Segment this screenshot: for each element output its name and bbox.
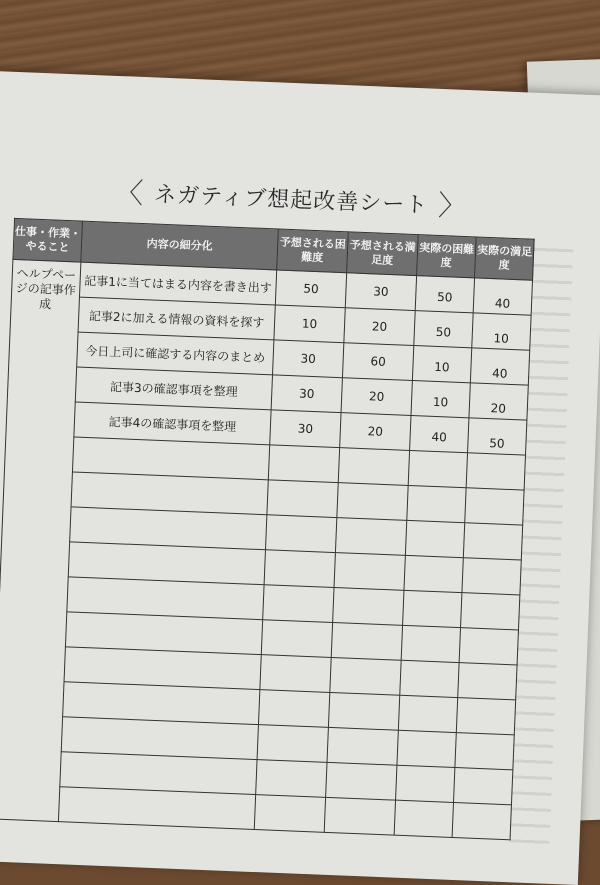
header-expected-satisfaction: 予想される満足度 [347, 232, 419, 276]
expected-difficulty-cell: 30 [270, 410, 341, 448]
empty-cell [461, 593, 520, 630]
detail-cell: 記事3の確認事項を整理 [75, 367, 272, 410]
actual-difficulty-cell [411, 381, 470, 418]
header-actual-difficulty: 実際の困難度 [417, 235, 477, 278]
empty-cell [337, 483, 408, 521]
actual-difficulty-value: 50 [435, 324, 452, 340]
task-cell: ヘルプページの記事作成 [0, 259, 81, 821]
empty-cell [333, 588, 404, 626]
empty-cell [338, 448, 409, 486]
empty-cell [456, 698, 515, 735]
empty-cell [407, 485, 466, 522]
header-detail: 内容の細分化 [81, 221, 278, 270]
empty-cell [258, 690, 329, 728]
empty-cell [465, 488, 524, 525]
sheet-title-text: ネガティブ想起改善シート [153, 182, 429, 218]
actual-satisfaction-value: 50 [489, 436, 505, 451]
detail-cell: 今日上司に確認する内容のまとめ [77, 332, 274, 375]
empty-cell [267, 480, 338, 518]
empty-cell [324, 797, 395, 835]
improvement-sheet-table [0, 218, 535, 840]
empty-cell [452, 802, 511, 839]
empty-cell [58, 787, 255, 830]
empty-cell [326, 762, 397, 800]
actual-difficulty-value: 50 [436, 289, 453, 305]
actual-satisfaction-cell [473, 278, 532, 315]
expected-difficulty-cell: 50 [275, 270, 346, 308]
detail-cell: 記事2に加える情報の資料を探す [78, 297, 275, 340]
expected-difficulty-cell: 30 [271, 375, 342, 413]
empty-cell [261, 620, 332, 658]
actual-satisfaction-cell [472, 313, 531, 350]
empty-cell [408, 450, 467, 487]
actual-satisfaction-cell [469, 383, 528, 420]
empty-cell [398, 695, 457, 732]
empty-cell [328, 692, 399, 730]
empty-cell [256, 760, 327, 798]
actual-satisfaction-value: 10 [493, 331, 510, 346]
expected-difficulty-cell: 10 [274, 305, 345, 343]
actual-difficulty-value: 10 [434, 359, 450, 375]
empty-cell [394, 800, 453, 837]
empty-cell [401, 625, 460, 662]
empty-cell [264, 550, 335, 588]
empty-cell [462, 558, 521, 595]
empty-cell [254, 795, 325, 833]
detail-cell: 記事4の確認事項を整理 [74, 402, 271, 445]
empty-cell [463, 523, 522, 560]
expected-satisfaction-cell: 20 [340, 413, 411, 451]
expected-satisfaction-cell: 20 [341, 378, 412, 416]
empty-cell [455, 733, 514, 770]
header-task: 仕事・作業・やること [13, 218, 83, 262]
actual-difficulty-value: 10 [432, 394, 449, 410]
empty-cell [265, 515, 336, 553]
actual-difficulty-cell [412, 346, 471, 383]
actual-difficulty-cell [410, 415, 469, 452]
empty-cell [263, 585, 334, 623]
actual-satisfaction-value: 20 [490, 401, 507, 416]
title-bracket-left: 〈 [114, 175, 145, 211]
expected-satisfaction-cell: 30 [345, 273, 416, 311]
empty-cell [331, 622, 402, 660]
actual-satisfaction-value: 40 [494, 296, 511, 311]
empty-cell [453, 768, 512, 805]
header-expected-difficulty: 予想される困難度 [277, 229, 349, 273]
actual-difficulty-cell [415, 276, 474, 313]
empty-cell [330, 657, 401, 695]
empty-cell [327, 727, 398, 765]
empty-cell [268, 445, 339, 483]
empty-cell [466, 453, 525, 490]
header-actual-satisfaction: 実際の満足度 [475, 237, 535, 280]
empty-cell [403, 590, 462, 627]
actual-difficulty-value: 40 [431, 429, 448, 445]
actual-difficulty-cell [414, 311, 473, 348]
actual-satisfaction-cell [470, 348, 529, 385]
actual-satisfaction-value: 40 [491, 366, 508, 381]
empty-cell [335, 518, 406, 556]
empty-cell [405, 520, 464, 557]
title-bracket-right: 〉 [437, 188, 468, 224]
book-page [0, 70, 600, 885]
detail-cell: 記事1に当てはまる内容を書き出す [79, 262, 276, 305]
actual-satisfaction-cell [468, 418, 527, 455]
empty-cell [459, 628, 518, 665]
empty-cell [334, 553, 405, 591]
empty-cell [257, 725, 328, 763]
expected-satisfaction-cell: 60 [342, 343, 413, 381]
empty-cell [458, 663, 517, 700]
empty-cell [404, 555, 463, 592]
empty-cell [397, 730, 456, 767]
empty-cell [260, 655, 331, 693]
sheet-title [114, 171, 485, 226]
empty-cell [400, 660, 459, 697]
expected-satisfaction-cell: 20 [344, 308, 415, 346]
expected-difficulty-cell: 30 [273, 340, 344, 378]
